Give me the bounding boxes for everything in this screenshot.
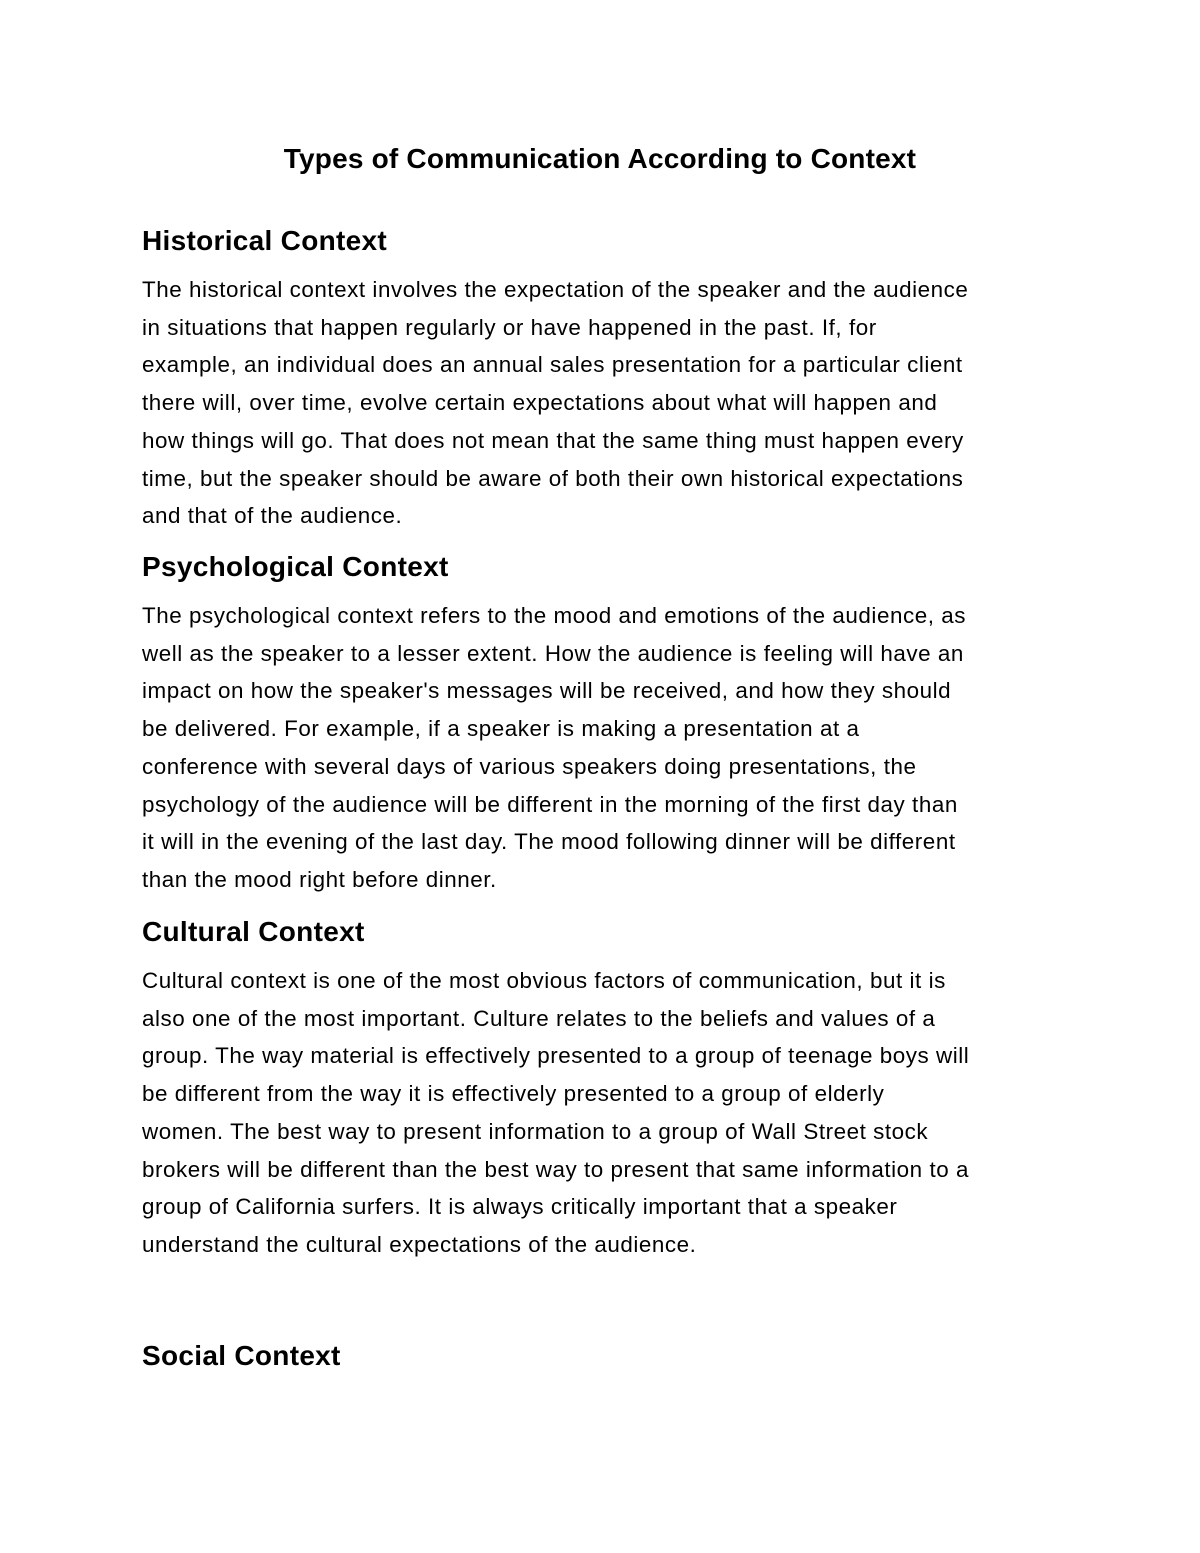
paragraph-line: how things will go. That does not mean that the same thing must happen every	[142, 427, 964, 453]
paragraph-line: Cultural context is one of the most obvious factors of communication, but it is	[142, 968, 946, 993]
paragraph-line: understand the cultural expectations of the audience.	[142, 1231, 697, 1257]
paragraph-line: example, an individual does an annual sales presentation for a particular client	[142, 352, 963, 378]
section-heading-psychological: Psychological Context	[142, 551, 449, 582]
paragraph-line: conference with several days of various speakers doing presentations, the	[142, 753, 917, 779]
paragraph-line: group. The way material is effectively presented to a group of teenage boys will	[142, 1043, 970, 1069]
document-title: Types of Communication According to Context	[283, 143, 917, 174]
paragraph-line: also one of the most important. Culture relates to the beliefs and values of a	[142, 1005, 936, 1031]
paragraph-line: there will, over time, evolve certain expectations about what will happen and	[142, 390, 938, 416]
paragraph-line: impact on how the speaker's messages will be received, and how they should	[142, 678, 952, 704]
paragraph-line: well as the speaker to a lesser extent. How the audience is feeling will have an	[142, 640, 964, 666]
section-heading-historical: Historical Context	[142, 225, 387, 256]
paragraph-line: The historical context involves the expectation of the speaker and the audience	[142, 277, 969, 302]
section-body-historical	[142, 271, 1072, 535]
section-heading-social: Social Context	[142, 1340, 341, 1371]
paragraph-line: brokers will be different than the best way to present that same information to a	[142, 1156, 969, 1182]
paragraph-line: be delivered. For example, if a speaker is making a presentation at a	[142, 716, 860, 742]
paragraph-line: be different from the way it is effectively presented to a group of elderly	[142, 1081, 885, 1107]
paragraph-line: it will in the evening of the last day. The mood following dinner will be different	[142, 829, 956, 855]
paragraph-line: women. The best way to present information to a group of Wall Street stock	[142, 1118, 929, 1144]
section-heading-cultural: Cultural Context	[142, 916, 365, 947]
paragraph-line: The psychological context refers to the mood and emotions of the audience, as	[142, 603, 966, 628]
paragraph-line: and that of the audience.	[142, 503, 403, 529]
paragraph-line: time, but the speaker should be aware of both their own historical expectations	[142, 465, 964, 491]
paragraph-line: than the mood right before dinner.	[142, 866, 497, 892]
section-body-psychological	[142, 597, 1072, 899]
paragraph-line: psychology of the audience will be different in the morning of the first day than	[142, 791, 958, 817]
paragraph-line: group of California surfers. It is always critically important that a speaker	[142, 1194, 898, 1220]
section-body-cultural	[142, 962, 1072, 1264]
paragraph-line: in situations that happen regularly or have happened in the past. If, for	[142, 314, 877, 340]
